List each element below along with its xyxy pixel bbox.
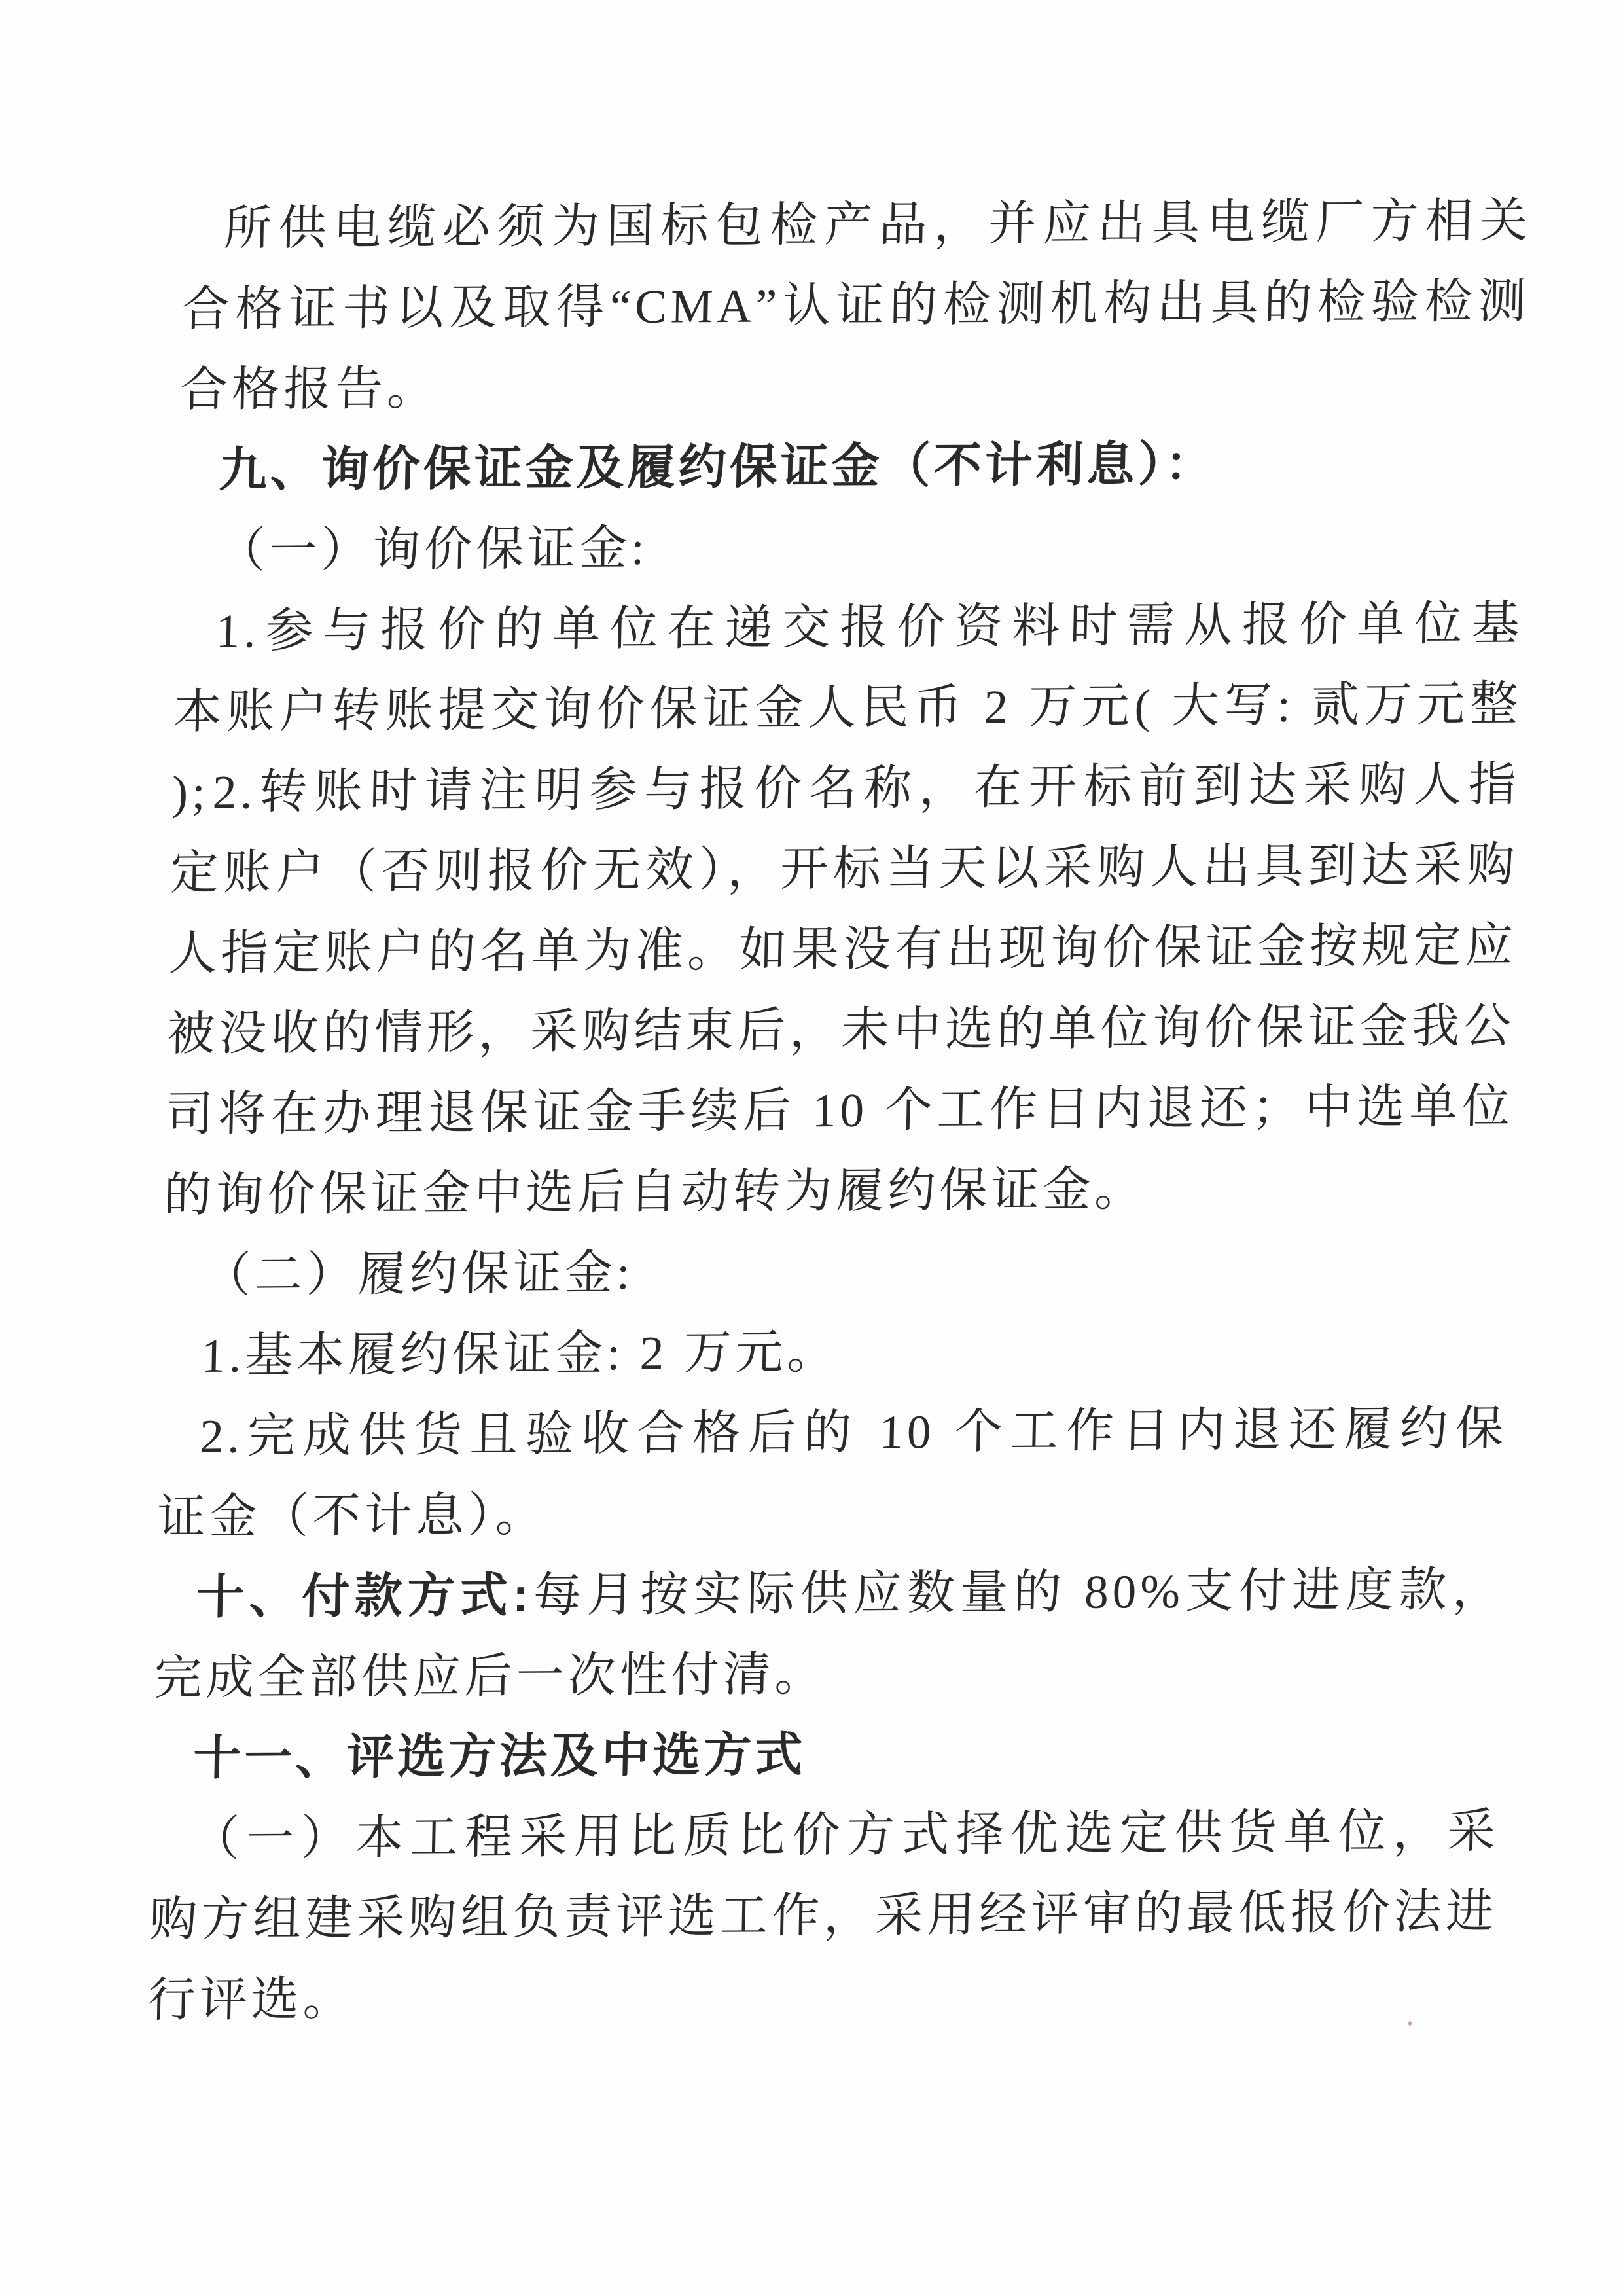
body-text: 定账户（否则报价无效），开标当天以采购人出具到达采购 [169, 838, 1520, 900]
text-line [166, 986, 1516, 1075]
document-text-block [147, 181, 1533, 2041]
heading-text: 九、询价保证金及履约保证金（不计利息）： [218, 437, 1217, 497]
heading-text: 十一、评选方法及中选方式 [192, 1728, 807, 1785]
body-text: （一）本工程采用比质比价方式择优选定供货单位，采 [190, 1804, 1500, 1866]
text-line [178, 422, 1527, 511]
scan-speck-artifact [1408, 2021, 1412, 2026]
body-text: 行评选。 [147, 1972, 355, 2027]
body-text: 1.参与报价的单位在递交报价资料时需从报价单位基 [215, 596, 1524, 658]
text-line [171, 744, 1521, 833]
text-line [158, 1388, 1508, 1477]
body-text: 完成全部供应后一次性付清。 [153, 1647, 827, 1705]
body-text: 证金（不计息）。 [156, 1488, 548, 1544]
body-text: 所供电缆必须为国标包检产品，并应出具电缆厂方相关 [223, 194, 1532, 255]
text-line [155, 1549, 1505, 1638]
body-text: 2.完成供货且验收合格后的 10 个工作日内退还履约保 [199, 1401, 1508, 1463]
text-line [151, 1791, 1500, 1880]
body-text: 购方组建采购组负责评选工作，采用经评审的最低报价法进 [149, 1884, 1499, 1946]
text-line [169, 825, 1519, 914]
heading-text: 十、付款方式: [196, 1568, 533, 1624]
text-line [179, 342, 1529, 431]
text-line [152, 1710, 1501, 1799]
body-text: 司将在办理退保证金手续后 10 个工作日内退还；中选单位 [165, 1079, 1514, 1141]
body-text: 每月按实际供应数量的 80%支付进度款， [531, 1562, 1505, 1622]
body-text: 的询价保证金中选后自动转为履约保证金。 [163, 1162, 1147, 1222]
text-line [156, 1469, 1506, 1558]
text-line [149, 1871, 1498, 1960]
text-line [176, 503, 1525, 592]
body-text: （一）询价保证金: [217, 521, 649, 577]
body-text: 人指定账户的名单为准。如果没有出现询价保证金按规定应 [168, 918, 1518, 980]
text-line [168, 905, 1518, 994]
body-text: 2.转账时请注明参与报价名称，在开标前到达采购人指 [212, 757, 1521, 819]
text-line [147, 1952, 1497, 2041]
text-line [162, 1227, 1511, 1316]
body-text: （二）履约保证金: [202, 1246, 635, 1302]
text-line [175, 583, 1524, 672]
body-text: 1.基本履约保证金: 2 万元。 [200, 1325, 840, 1382]
text-line [153, 1630, 1503, 1719]
text-line [183, 181, 1532, 270]
text-line [165, 1066, 1514, 1155]
text-line [163, 1147, 1512, 1236]
body-text: 本账户转账提交询价保证金人民币 2 万元( 大写: 贰万元整 ); [171, 677, 1523, 819]
text-line [181, 261, 1530, 350]
body-text: 合格证书以及取得“CMA”认证的检测机构出具的检验检测 [181, 274, 1531, 336]
text-line [160, 1308, 1509, 1397]
body-text: 被没收的情形，采购结束后，未中选的单位询价保证金我公 [166, 999, 1516, 1061]
body-text: 合格报告。 [179, 361, 440, 417]
